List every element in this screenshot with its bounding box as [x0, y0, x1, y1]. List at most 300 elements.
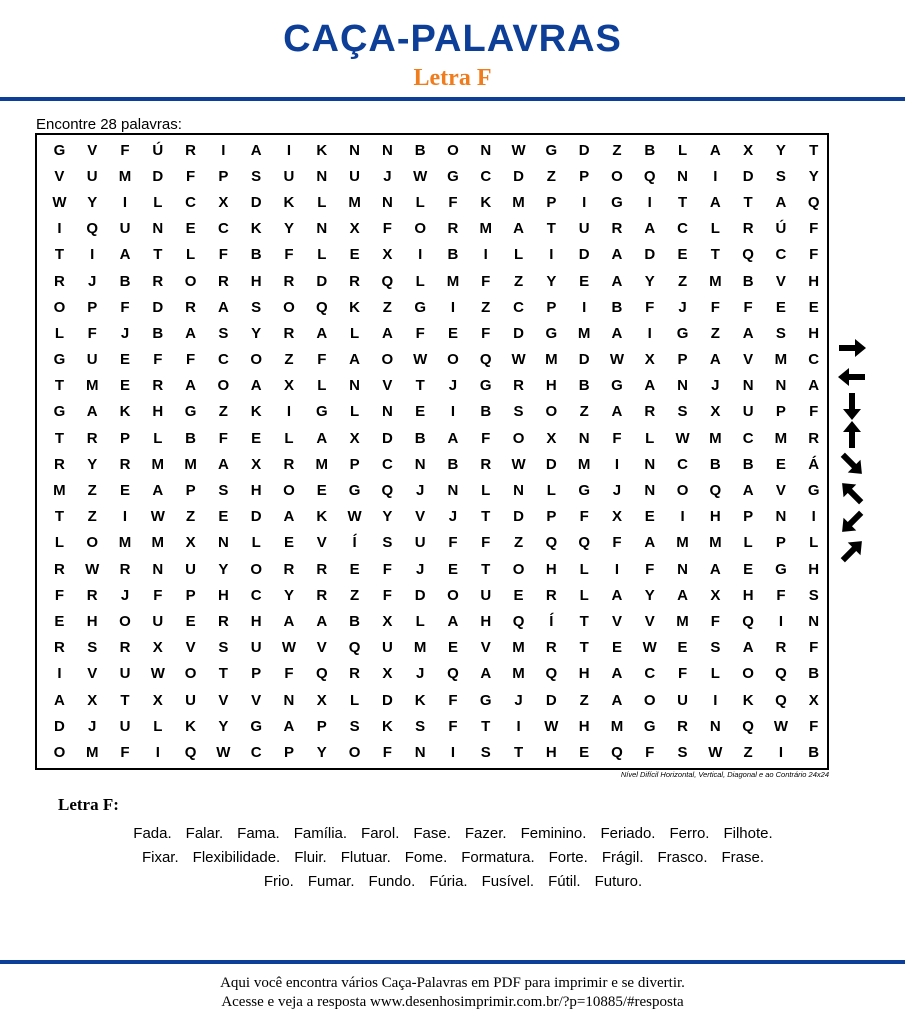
grid-letter: M: [479, 220, 492, 238]
grid-letter: G: [348, 482, 361, 500]
grid-letter: A: [611, 691, 623, 709]
grid-letter: P: [775, 403, 786, 421]
grid-letter: O: [184, 665, 197, 683]
grid-letter: M: [709, 429, 722, 447]
grid-letter: I: [811, 508, 816, 526]
grid-letter: D: [250, 193, 262, 211]
grid-letter: O: [447, 141, 459, 159]
grid-letter: E: [316, 482, 327, 500]
grid-letter: S: [775, 167, 786, 185]
grid-letter: M: [315, 455, 329, 473]
grid-letter: T: [546, 220, 556, 238]
grid-letter: A: [283, 612, 295, 630]
grid-letter: I: [57, 665, 62, 683]
instruction-text: Encontre 28 palavras:: [36, 116, 182, 133]
grid-letter: M: [118, 534, 132, 552]
grid-letter: W: [675, 429, 690, 447]
grid-letter: P: [185, 482, 196, 500]
grid-letter: K: [185, 717, 196, 735]
grid-letter: W: [511, 141, 526, 159]
word-item: Fútil.: [548, 873, 581, 890]
grid-letter: G: [676, 324, 689, 342]
grid-letter: L: [710, 665, 720, 683]
grid-letter: B: [742, 272, 754, 290]
grid-letter: K: [250, 220, 262, 238]
grid-letter: U: [381, 639, 393, 657]
grid-letter: V: [54, 167, 65, 185]
grid-letter: L: [317, 246, 327, 264]
word-item: Frágil.: [601, 849, 644, 866]
grid-letter: V: [415, 508, 426, 526]
grid-letter: Q: [381, 482, 394, 500]
footer: [0, 974, 905, 1012]
grid-letter: V: [775, 272, 786, 290]
grid-letter: H: [545, 743, 557, 761]
grid-letter: O: [545, 403, 558, 421]
grid-letter: M: [709, 534, 722, 552]
grid-letter: N: [217, 534, 229, 552]
grid-letter: F: [743, 298, 753, 316]
grid-letter: A: [742, 324, 754, 342]
grid-letter: E: [349, 246, 360, 264]
grid-letter: I: [483, 246, 488, 264]
grid-letter: V: [87, 141, 98, 159]
grid-letter: O: [611, 167, 623, 185]
grid-letter: V: [644, 612, 655, 630]
grid-letter: R: [808, 429, 820, 447]
grid-letter: I: [418, 246, 423, 264]
grid-letter: Q: [315, 298, 328, 316]
grid-letter: Y: [251, 324, 262, 342]
grid-letter: N: [152, 560, 164, 578]
word-list-row: [28, 872, 878, 896]
grid-letter: X: [251, 455, 262, 473]
grid-letter: J: [678, 298, 687, 316]
grid-letter: N: [283, 691, 295, 709]
grid-letter: D: [381, 429, 393, 447]
grid-letter: Z: [186, 508, 196, 526]
grid-letter: M: [512, 639, 525, 657]
grid-letter: Q: [479, 351, 492, 369]
grid-letter: J: [120, 324, 130, 342]
grid-letter: Z: [677, 272, 688, 290]
grid-letter: A: [217, 298, 229, 316]
grid-letter: D: [414, 586, 426, 604]
grid-letter: A: [742, 639, 754, 657]
grid-letter: A: [283, 508, 295, 526]
grid-letter: Q: [348, 639, 361, 657]
grid-letter: S: [218, 639, 229, 657]
grid-letter: P: [743, 508, 754, 526]
grid-letter: F: [54, 586, 64, 604]
grid-letter: T: [481, 508, 491, 526]
grid-letter: A: [513, 220, 524, 238]
grid-letter: O: [414, 220, 426, 238]
grid-letter: B: [414, 141, 426, 159]
grid-letter: O: [283, 298, 295, 316]
grid-letter: H: [808, 560, 820, 578]
grid-letter: F: [415, 324, 425, 342]
grid-letter: Q: [545, 534, 558, 552]
grid-letter: Z: [87, 482, 97, 500]
grid-letter: C: [513, 298, 524, 316]
grid-letter: F: [481, 272, 491, 290]
word-item: Fúria.: [429, 873, 468, 890]
grid-letter: D: [513, 167, 524, 185]
grid-letter: X: [382, 612, 393, 630]
grid-letter: N: [578, 429, 590, 447]
grid-letter: N: [644, 455, 656, 473]
grid-letter: H: [578, 717, 590, 735]
word-list-row: [28, 848, 878, 872]
grid-letter: Z: [579, 691, 589, 709]
grid-letter: I: [647, 193, 652, 211]
grid-letter: R: [742, 220, 754, 238]
grid-letter: X: [710, 586, 721, 604]
grid-letter: W: [281, 639, 297, 657]
grid-letter: T: [579, 639, 589, 657]
grid-letter: D: [316, 272, 328, 290]
grid-letter: C: [808, 351, 820, 369]
grid-letter: H: [250, 612, 262, 630]
grid-letter: L: [186, 246, 196, 264]
grid-letter: R: [775, 639, 787, 657]
grid-letter: D: [545, 455, 557, 473]
grid-letter: Z: [349, 586, 360, 604]
grid-letter: A: [53, 691, 65, 709]
grid-letter: C: [677, 455, 688, 473]
grid-letter: N: [677, 167, 688, 185]
grid-letter: K: [119, 403, 131, 421]
grid-letter: R: [644, 403, 656, 421]
arrow-down-right-icon: [832, 450, 872, 478]
grid-letter: R: [152, 377, 164, 395]
grid-letter: E: [415, 403, 426, 421]
grid-letter: Z: [579, 403, 589, 421]
grid-letter: L: [415, 193, 425, 211]
grid-letter: Z: [513, 272, 524, 290]
grid-letter: U: [86, 167, 98, 185]
footer-line-1: Aqui você encontra vários Caça-Palavras em PDF para imprimir e se divertir.: [220, 975, 685, 991]
grid-letter: M: [577, 455, 591, 473]
grid-letter: E: [54, 612, 65, 630]
grid-letter: G: [184, 403, 197, 421]
grid-letter: B: [447, 455, 459, 473]
grid-letter: C: [742, 429, 754, 447]
grid-letter: Z: [218, 403, 228, 421]
grid-letter: X: [316, 691, 327, 709]
grid-letter: I: [713, 167, 718, 185]
grid-letter: N: [742, 377, 754, 395]
grid-letter: S: [710, 639, 721, 657]
grid-letter: C: [250, 586, 262, 604]
grid-letter: A: [447, 612, 459, 630]
grid-letter: D: [250, 508, 262, 526]
grid-letter: F: [382, 586, 392, 604]
grid-letter: K: [250, 403, 262, 421]
grid-letter: A: [185, 377, 196, 395]
grid-letter: F: [645, 743, 655, 761]
grid-letter: T: [218, 665, 228, 683]
grid-letter: V: [87, 665, 98, 683]
grid-letter: K: [742, 691, 754, 709]
grid-letter: L: [481, 482, 491, 500]
grid-letter: F: [382, 220, 392, 238]
grid-letter: E: [644, 508, 655, 526]
grid-letter: U: [152, 612, 164, 630]
grid-letter: R: [545, 639, 557, 657]
word-item: Forte.: [548, 849, 588, 866]
grid-letter: M: [676, 612, 689, 630]
grid-letter: O: [381, 351, 394, 369]
grid-letter: M: [118, 167, 132, 185]
grid-letter: T: [710, 246, 720, 264]
grid-letter: O: [283, 482, 295, 500]
grid-letter: L: [415, 612, 425, 630]
grid-letter: A: [742, 482, 754, 500]
grid-letter: M: [774, 429, 788, 447]
grid-letter: L: [54, 534, 64, 552]
grid-letter: F: [645, 560, 655, 578]
grid-letter: E: [218, 508, 229, 526]
arrow-down-left-icon: [832, 508, 872, 536]
grid-letter: Í: [549, 612, 554, 630]
grid-letter: B: [644, 141, 656, 159]
word-list-title: Letra F:: [58, 795, 119, 814]
grid-letter: L: [317, 193, 327, 211]
word-item: Fusível.: [481, 873, 535, 890]
word-item: Flutuar.: [340, 849, 391, 866]
grid-letter: F: [186, 351, 196, 369]
grid-letter: R: [86, 586, 98, 604]
grid-letter: I: [450, 403, 456, 421]
grid-letter: O: [53, 298, 66, 316]
grid-letter: H: [217, 586, 229, 604]
grid-letter: U: [185, 691, 196, 709]
grid-letter: H: [808, 272, 820, 290]
grid-letter: W: [773, 717, 789, 735]
grid-letter: M: [151, 455, 165, 473]
grid-letter: C: [185, 193, 196, 211]
grid-letter: R: [283, 272, 295, 290]
arrow-left-icon: [832, 363, 872, 391]
grid-letter: J: [448, 508, 458, 526]
grid-letter: F: [382, 743, 392, 761]
grid-letter: F: [218, 246, 228, 264]
grid-letter: M: [577, 324, 591, 342]
grid-letter: N: [381, 141, 393, 159]
grid-letter: M: [348, 193, 361, 211]
grid-letter: W: [642, 639, 657, 657]
grid-letter: Z: [513, 534, 524, 552]
grid-letter: Í: [352, 534, 357, 552]
grid-letter: Y: [87, 193, 98, 211]
grid-letter: F: [448, 691, 458, 709]
grid-letter: T: [54, 377, 64, 395]
footer-line-2: Acesse e veja a resposta www.desenhosimprimir.com.br/?p=10885/#resposta: [221, 994, 684, 1010]
grid-letter: R: [677, 717, 688, 735]
grid-letter: D: [545, 691, 557, 709]
word-item: Fluir.: [294, 849, 327, 866]
grid-letter: L: [54, 324, 64, 342]
grid-letter: P: [579, 167, 590, 185]
grid-letter: O: [742, 665, 754, 683]
grid-letter: E: [251, 429, 262, 447]
grid-letter: F: [317, 351, 327, 369]
grid-letter: A: [611, 403, 623, 421]
grid-letter: P: [87, 298, 98, 316]
grid-letter: T: [153, 246, 163, 264]
grid-letter: E: [579, 743, 590, 761]
grid-letter: O: [676, 482, 689, 500]
word-search-grid-frame: [35, 133, 829, 770]
arrow-up-left-icon: [832, 479, 872, 507]
grid-letter: I: [286, 141, 292, 159]
grid-letter: Y: [775, 141, 786, 159]
grid-letter: X: [382, 665, 393, 683]
grid-letter: O: [447, 351, 459, 369]
grid-letter: F: [809, 220, 819, 238]
grid-letter: U: [185, 560, 196, 578]
grid-letter: R: [152, 272, 164, 290]
grid-letter: V: [316, 534, 327, 552]
grid-letter: Y: [546, 272, 557, 290]
word-item: Fama.: [237, 825, 280, 842]
grid-letter: N: [677, 560, 688, 578]
grid-letter: T: [579, 612, 589, 630]
grid-letter: N: [808, 612, 820, 630]
grid-letter: C: [775, 246, 787, 264]
grid-letter: S: [775, 324, 786, 342]
grid-letter: L: [743, 534, 753, 552]
grid-letter: O: [643, 691, 656, 709]
grid-letter: D: [513, 324, 524, 342]
grid-letter: W: [708, 743, 723, 761]
grid-letter: I: [614, 455, 620, 473]
grid-letter: M: [774, 351, 788, 369]
grid-letter: M: [413, 639, 427, 657]
grid-letter: B: [611, 298, 623, 316]
grid-letter: R: [349, 665, 360, 683]
grid-letter: U: [578, 220, 590, 238]
grid-letter: G: [53, 141, 66, 159]
top-divider: [0, 97, 905, 101]
grid-letter: H: [709, 508, 721, 526]
grid-letter: O: [512, 429, 525, 447]
grid-letter: T: [54, 508, 64, 526]
grid-letter: A: [480, 665, 492, 683]
grid-letter: I: [778, 612, 784, 630]
word-item: Ferro.: [669, 825, 710, 842]
grid-letter: D: [578, 141, 590, 159]
grid-letter: A: [611, 665, 623, 683]
grid-letter: B: [742, 455, 754, 473]
grid-letter: S: [251, 167, 262, 185]
grid-letter: I: [57, 220, 62, 238]
word-item: Feminino.: [520, 825, 587, 842]
word-list-row: [28, 824, 878, 848]
grid-letter: K: [480, 193, 492, 211]
grid-letter: L: [677, 141, 688, 159]
grid-letter: U: [677, 691, 688, 709]
grid-letter: B: [250, 246, 262, 264]
grid-letter: Q: [447, 665, 459, 683]
grid-letter: Z: [382, 298, 392, 316]
grid-letter: W: [413, 351, 428, 369]
grid-letter: G: [414, 298, 426, 316]
grid-letter: X: [710, 403, 721, 421]
grid-letter: Q: [315, 665, 328, 683]
grid-letter: P: [546, 193, 557, 211]
grid-letter: R: [119, 560, 131, 578]
grid-letter: A: [611, 586, 623, 604]
grid-letter: N: [677, 377, 688, 395]
grid-letter: A: [86, 403, 98, 421]
grid-letter: N: [480, 141, 492, 159]
word-item: Fixar.: [141, 849, 179, 866]
grid-letter: L: [317, 377, 327, 395]
grid-letter: F: [612, 534, 622, 552]
grid-letter: A: [709, 193, 721, 211]
grid-letter: Y: [644, 272, 655, 290]
grid-letter: T: [54, 246, 64, 264]
grid-letter: S: [382, 534, 393, 552]
grid-letter: L: [284, 429, 294, 447]
grid-letter: U: [742, 403, 754, 421]
grid-letter: E: [349, 560, 360, 578]
grid-letter: K: [349, 298, 360, 316]
grid-letter: O: [250, 560, 263, 578]
grid-letter: A: [447, 429, 459, 447]
grid-letter: Q: [381, 272, 394, 290]
grid-letter: F: [120, 743, 130, 761]
grid-letter: Ú: [152, 141, 164, 159]
grid-letter: A: [250, 377, 262, 395]
grid-letter: F: [809, 639, 819, 657]
grid-letter: R: [611, 220, 623, 238]
grid-letter: W: [150, 508, 165, 526]
grid-letter: M: [709, 272, 722, 290]
grid-letter: Y: [283, 220, 294, 238]
grid-letter: Y: [316, 743, 327, 761]
grid-letter: X: [808, 691, 819, 709]
word-item: Fundo.: [368, 873, 416, 890]
grid-letter: R: [86, 429, 98, 447]
grid-letter: D: [742, 167, 754, 185]
grid-letter: P: [218, 167, 229, 185]
grid-letter: W: [85, 560, 100, 578]
grid-letter: N: [775, 508, 787, 526]
grid-letter: I: [647, 324, 652, 342]
word-item: Fase.: [413, 825, 451, 842]
grid-letter: Z: [87, 508, 97, 526]
arrow-right-icon: [832, 334, 872, 362]
grid-letter: N: [381, 403, 393, 421]
grid-letter: K: [316, 141, 328, 159]
grid-letter: U: [414, 534, 426, 552]
grid-letter: R: [480, 455, 492, 473]
grid-letter: H: [578, 665, 590, 683]
grid-letter: Q: [709, 482, 722, 500]
grid-letter: A: [644, 220, 656, 238]
grid-letter: L: [415, 272, 425, 290]
grid-letter: H: [86, 612, 98, 630]
grid-letter: V: [480, 639, 491, 657]
grid-letter: M: [610, 717, 624, 735]
grid-letter: W: [544, 717, 559, 735]
grid-letter: F: [481, 324, 491, 342]
grid-letter: N: [349, 141, 360, 159]
